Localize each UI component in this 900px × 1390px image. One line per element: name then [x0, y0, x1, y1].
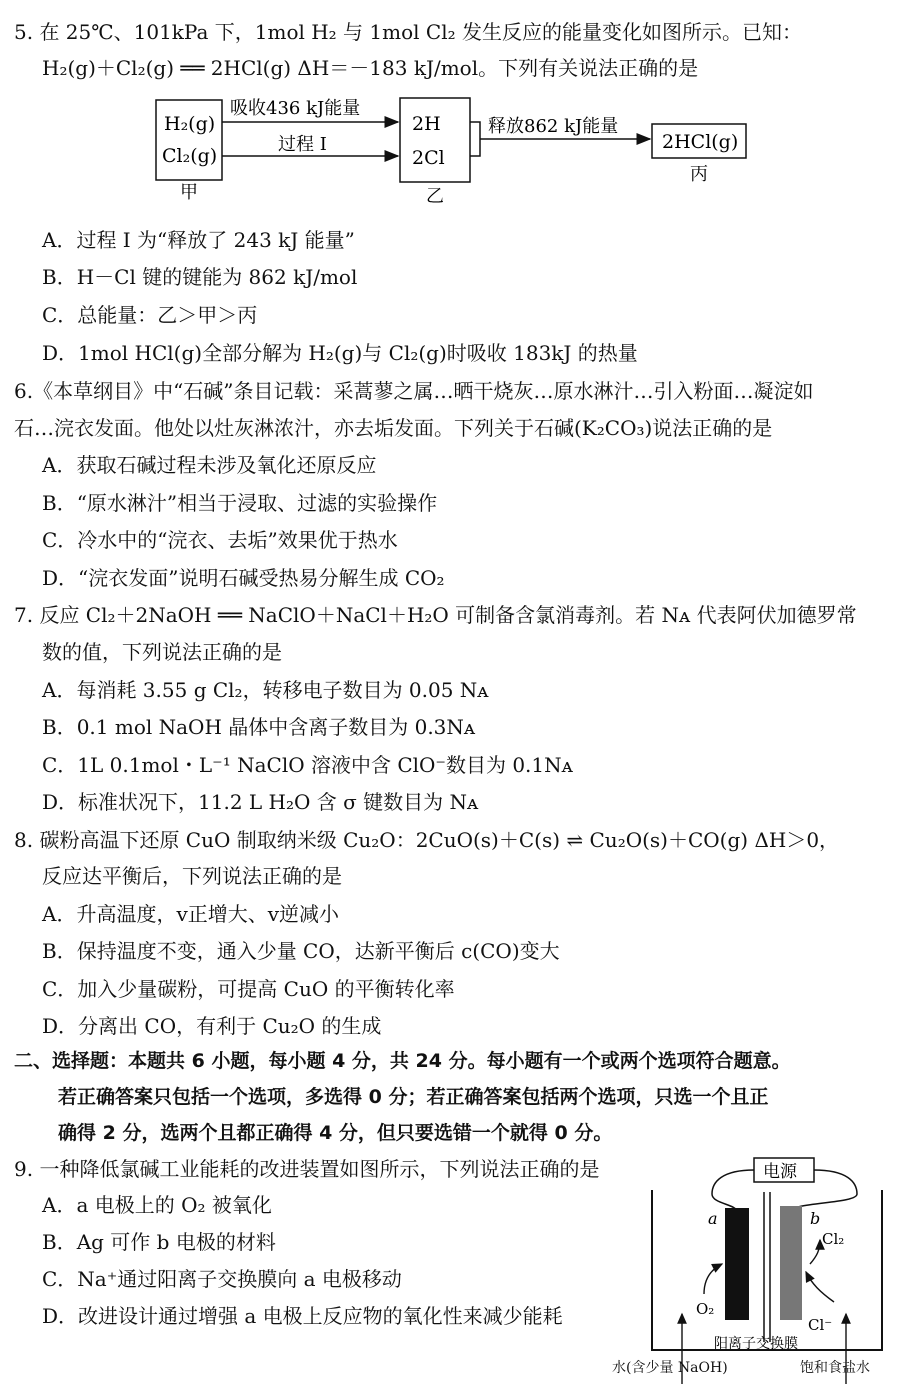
q6-option-a: A．获取石碱过程未涉及氧化还原反应 [42, 453, 377, 477]
q5-line1: 5. 在 25℃、101kPa 下，1mol H₂ 与 1mol Cl₂ 发生反应的能量变化如图所示。已知： [14, 20, 802, 44]
cl2-label: Cl₂ [822, 1230, 845, 1248]
q9-option-a: A．a 电极上的 O₂ 被氧化 [42, 1193, 272, 1217]
arrow-process1-label: 过程 I [278, 134, 327, 155]
section2-line2: 若正确答案只包括一个选项，多选得 0 分；若正确答案包括两个选项，只选一个且正 [58, 1086, 769, 1108]
q8-option-b: B．保持温度不变，通入少量 CO，达新平衡后 c(CO)变大 [42, 939, 560, 963]
electrode-b-label: b [810, 1209, 821, 1228]
box-yi-2cl: 2Cl [412, 147, 445, 169]
q7-option-d: D．标准状况下，11.2 L H₂O 含 σ 键数目为 Nᴀ [42, 790, 479, 814]
q6-option-d: D．“浣衣发面”说明石碱受热易分解生成 CO₂ [42, 566, 445, 590]
box-yi [400, 98, 470, 182]
q9-option-d: D．改进设计通过增强 a 电极上反应物的氧化性来减少能耗 [42, 1304, 563, 1328]
arrow-release-label: 释放862 kJ能量 [488, 116, 619, 137]
left-input-label: 水(含少量 NaOH) [612, 1360, 728, 1376]
q5-option-a: A．过程 I 为“释放了 243 kJ 能量” [42, 228, 355, 252]
q6-line2: 石…浣衣发面。他处以灶灰淋浓汁，亦去垢发面。下列关于石碱(K₂CO₃)说法正确的是 [14, 416, 773, 440]
q9-electrolysis-diagram [612, 1152, 898, 1386]
q9-line1: 9. 一种降低氯碱工业能耗的改进装置如图所示，下列说法正确的是 [14, 1157, 600, 1181]
q9-option-b: B．Ag 可作 b 电极的材料 [42, 1230, 276, 1254]
electrode-b [780, 1206, 802, 1320]
q8-line1: 8. 碳粉高温下还原 CuO 制取纳米级 Cu₂O：2CuO(s)＋C(s) ⇌ Cu₂O(s)＋CO(g) ΔH＞0， [14, 828, 840, 852]
q8-option-a: A．升高温度，v正增大、v逆减小 [42, 902, 340, 926]
cl2-arrow [810, 1240, 820, 1264]
o2-label: O₂ [696, 1300, 715, 1318]
q8-line2: 反应达平衡后，下列说法正确的是 [42, 864, 342, 888]
q5-option-d: D．1mol HCl(g)全部分解为 H₂(g)与 Cl₂(g)时吸收 183kJ 的热量 [42, 341, 638, 365]
q6-option-c: C．冷水中的“浣衣、去垢”效果优于热水 [42, 528, 398, 552]
section2-line3: 确得 2 分，选两个且都正确得 4 分，但只要选错一个就得 0 分。 [58, 1122, 613, 1144]
electrolytic-tank [652, 1190, 882, 1350]
q9-option-c: C．Na⁺通过阳离子交换膜向 a 电极移动 [42, 1267, 402, 1291]
q7-option-c: C．1L 0.1mol・L⁻¹ NaClO 溶液中含 ClO⁻数目为 0.1Nᴀ [42, 753, 573, 777]
q6-option-b: B．“原水淋汁”相当于浸取、过滤的实验操作 [42, 491, 438, 515]
cl-minus-label: Cl⁻ [808, 1316, 833, 1334]
right-input-label: 饱和食盐水 [800, 1360, 870, 1376]
membrane-label: 阳离子交换膜 [714, 1336, 798, 1352]
electrode-a [725, 1208, 749, 1320]
q7-line1: 7. 反应 Cl₂＋2NaOH ══ NaClO＋NaCl＋H₂O 可制备含氯消毒剂。若 Nᴀ 代表阿伏加德罗常 [14, 603, 857, 627]
label-jia: 甲 [180, 182, 198, 203]
q6-line1: 6.《本草纲目》中“石碱”条目记载：采蒿蓼之属…晒干烧灰…原水淋汁…引入粉面…凝淀如 [14, 379, 814, 403]
q8-option-d: D．分离出 CO，有利于 Cu₂O 的生成 [42, 1014, 382, 1038]
q5-energy-diagram [150, 90, 770, 210]
box-yi-2h: 2H [412, 113, 441, 135]
label-bing: 丙 [690, 164, 708, 185]
q8-option-c: C．加入少量碳粉，可提高 CuO 的平衡转化率 [42, 977, 455, 1001]
box-bing-hcl: 2HCl(g) [662, 131, 739, 153]
box-jia [156, 100, 222, 180]
box-jia-h2: H₂(g) [164, 113, 216, 135]
arrow-absorb-label: 吸收436 kJ能量 [230, 98, 361, 119]
q7-option-b: B．0.1 mol NaOH 晶体中含离子数目为 0.3Nᴀ [42, 715, 476, 739]
cl-minus-arrow [806, 1272, 834, 1302]
wire-a [712, 1170, 754, 1212]
q5-option-b: B．H－Cl 键的键能为 862 kJ/mol [42, 265, 358, 289]
power-label: 电源 [763, 1162, 797, 1182]
q7-line2: 数的值，下列说法正确的是 [42, 640, 282, 664]
label-yi: 乙 [426, 186, 444, 207]
section2-line1: 二、选择题：本题共 6 小题，每小题 4 分，共 24 分。每小题有一个或两个选项符合题意。 [14, 1050, 791, 1072]
o2-arrow [704, 1264, 722, 1294]
box-jia-cl2: Cl₂(g) [162, 145, 218, 167]
q5-option-c: C．总能量：乙＞甲＞丙 [42, 303, 258, 327]
electrode-a-label: a [708, 1209, 718, 1228]
q7-option-a: A．每消耗 3.55 g Cl₂，转移电子数目为 0.05 Nᴀ [42, 678, 489, 702]
q5-line2: H₂(g)＋Cl₂(g) ══ 2HCl(g) ΔH＝－183 kJ/mol。下列有关说法正确的是 [42, 56, 699, 80]
